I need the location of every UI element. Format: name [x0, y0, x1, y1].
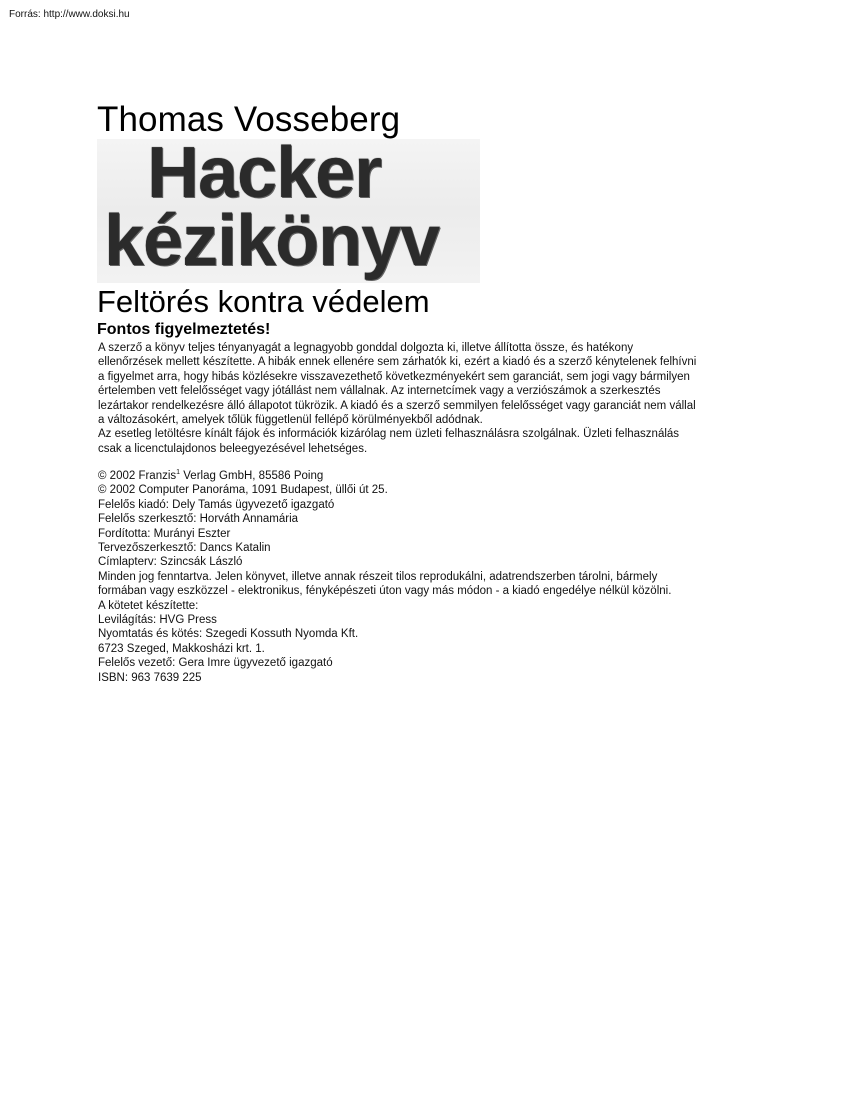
- imprint-line: Felelős vezető: Gera Imre ügyvezető igazgató: [98, 657, 333, 670]
- warning-line: csak a licenctulajdonos beleegyezésével lehetséges.: [98, 442, 368, 455]
- imprint-line: Levilágítás: HVG Press: [98, 614, 217, 627]
- warning-line: A szerző a könyv teljes tényanyagát a legnagyobb gonddal dolgozta ki, illetve állította össze, és hatékony: [98, 342, 634, 354]
- imprint-line: Fordította: Murányi Eszter: [98, 527, 231, 540]
- imprint-line: 6723 Szeged, Makkosházi krt. 1.: [98, 642, 265, 655]
- warning-line: a figyelmet arra, hogy hibás közlésekre visszavezethető következményekért sem garanciát, sem jogi vagy bármilyen: [98, 370, 690, 383]
- warning-heading: Fontos figyelmeztetés!: [97, 321, 271, 338]
- warning-line: lezártakor rendelkezésre álló állapotot tükrözik. A kiadó és a szerző semmilyen felelősséget vagy garanciát nem vállal: [98, 399, 696, 412]
- source-note: Forrás: http://www.doksi.hu: [9, 9, 130, 20]
- imprint-line: Tervezőszerkesztő: Dancs Katalin: [98, 542, 271, 555]
- imprint-line: © 2002 Computer Panoráma, 1091 Budapest, üllői út 25.: [98, 484, 388, 497]
- warning-line: ellenőrzések mellett készítette. A hibák ennek ellenére sem zárhatók ki, ezért a kiadó és a szerző kénytelenek felhívni: [98, 356, 697, 369]
- imprint-line: Felelős szerkesztő: Horváth Annamária: [98, 513, 299, 526]
- book-title-image: [97, 139, 480, 283]
- book-title-line-1: Hacker: [147, 139, 382, 213]
- isbn: ISBN: 963 7639 225: [98, 671, 202, 684]
- copyright-franzis-rest: Verlag GmbH, 85586 Poing: [180, 470, 324, 482]
- warning-line: a változásokért, amelyek tőlük függetlenül fellépő körülményekből adódnak.: [98, 414, 483, 427]
- warning-text: [98, 341, 696, 456]
- imprint-line: formában vagy eszközzel - elektronikus, fényképészeti úton vagy más módon - a kiadó engedélye nélkül közölni.: [98, 585, 672, 598]
- imprint-line: Felelős kiadó: Dely Tamás ügyvezető igazgató: [98, 498, 335, 511]
- imprint-line: Minden jog fenntartva. Jelen könyvet, illetve annak részeit tilos reprodukálni, adatrendszerben tárolni, bármely: [98, 570, 658, 583]
- copyright-franzis: [98, 469, 671, 483]
- imprint-line: A kötetet készítette:: [98, 599, 199, 612]
- imprint-line: Címlapterv: Szincsák László: [98, 556, 243, 569]
- footnote-marker: 1: [176, 469, 181, 476]
- warning-line: Az esetleg letöltésre kínált fájok és információk kizárólag nem üzleti felhasználásra szolgálnak. Üzleti felhasználás: [98, 428, 680, 441]
- author-name: Thomas Vosseberg: [97, 100, 401, 139]
- book-title-line-2: kézikönyv: [104, 201, 440, 281]
- warning-line: értelemben vett felelősséget vagy jótállást nem vállalnak. Az internetcímek vagy a verziószámok a szerkesztés: [98, 385, 661, 398]
- copyright-franzis-text: © 2002 Franzis: [98, 470, 177, 482]
- imprint-line: Nyomtatás és kötés: Szegedi Kossuth Nyomda Kft.: [98, 628, 359, 641]
- book-subtitle: Feltörés kontra védelem: [97, 284, 430, 319]
- imprint-block: [98, 469, 671, 685]
